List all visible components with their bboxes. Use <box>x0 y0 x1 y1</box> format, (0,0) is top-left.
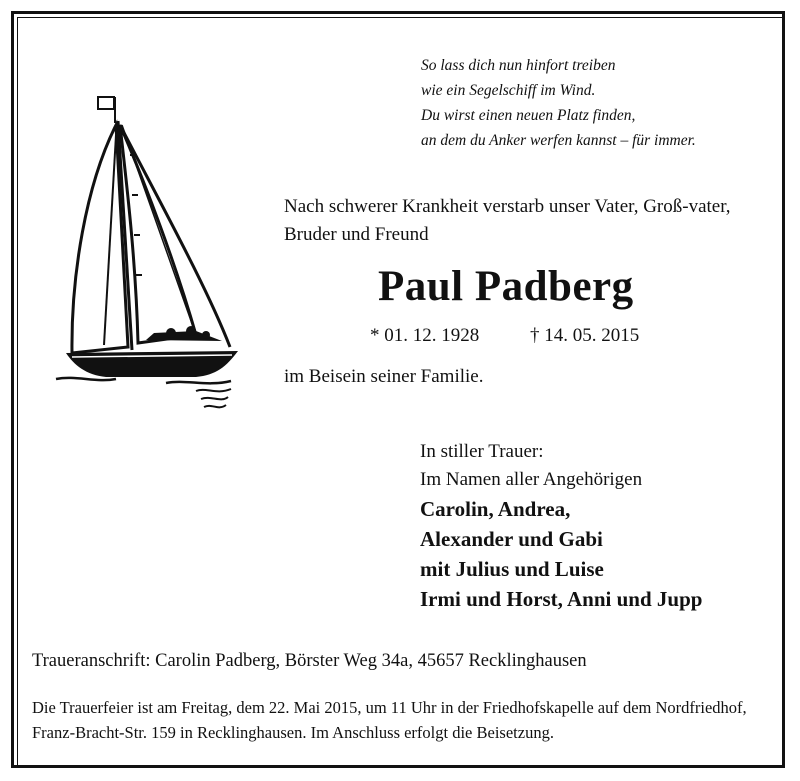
mourner-names: Carolin, Andrea, <box>420 497 571 521</box>
mourners-block <box>420 438 702 614</box>
life-dates <box>370 325 639 347</box>
mourner-names: mit Julius und Luise <box>420 557 604 581</box>
sailboat-icon <box>46 95 246 415</box>
poem-line: Du wirst einen neuen Platz finden, <box>421 107 636 124</box>
birth-date: * 01. 12. 1928 <box>370 325 480 346</box>
family-text: im Beisein seiner Familie. <box>284 366 484 387</box>
death-date: † 14. 05. 2015 <box>530 325 640 346</box>
mourner-names: Alexander und Gabi <box>420 527 603 551</box>
deceased-name: Paul Padberg <box>378 263 634 310</box>
poem-line: wie ein Segelschiff im Wind. <box>421 82 596 99</box>
mourning-address: Traueranschrift: Carolin Padberg, Börster Weg 34a, 45657 Recklinghausen <box>32 651 587 671</box>
mourner-names: Irmi und Horst, Anni und Jupp <box>420 587 703 611</box>
poem-line: an dem du Anker werfen kannst – für immer. <box>421 132 696 149</box>
poem-line: So lass dich nun hinfort treiben <box>421 57 616 74</box>
funeral-info: Die Trauerfeier ist am Freitag, dem 22. Mai 2015, um 11 Uhr in der Friedhofskapelle auf dem Nordfriedhof, Franz-Bracht-Str. 159 in Recklinghausen. Im Anschluss erfolgt die Beisetzung. <box>32 698 747 742</box>
intro-text: Nach schwerer Krankheit verstarb unser Vater, Groß-vater, Bruder und Freund <box>284 196 731 245</box>
mourners-heading: In stiller Trauer: <box>420 441 544 462</box>
poem <box>421 53 696 153</box>
mourners-subheading: Im Namen aller Angehörigen <box>420 469 643 490</box>
